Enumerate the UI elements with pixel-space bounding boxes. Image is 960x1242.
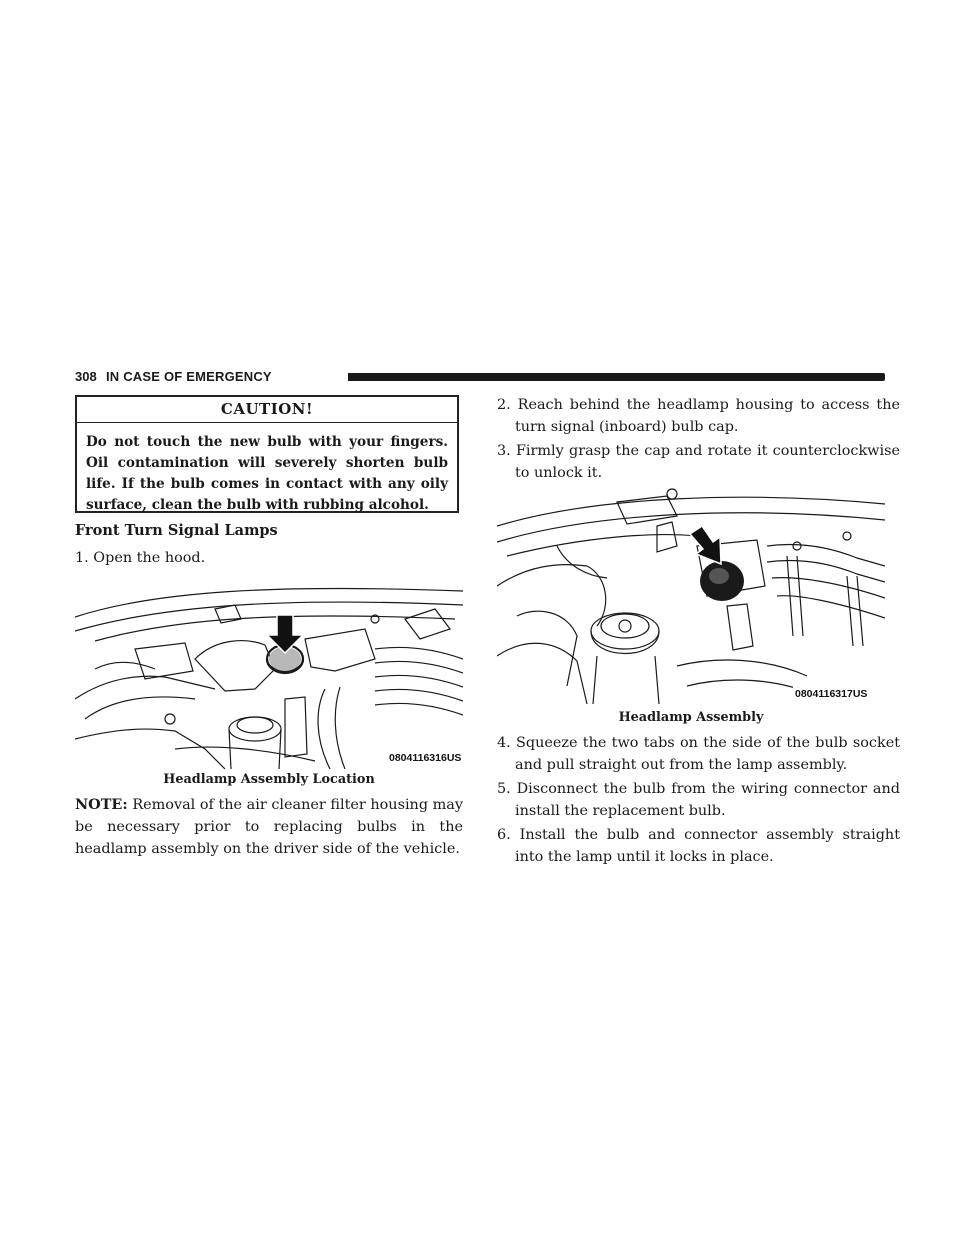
step-4: 4. Squeeze the two tabs on the side of the bulb socket and pull straight out from the lamp assembly.: [497, 735, 900, 773]
figure2-caption: Headlamp Assembly: [618, 710, 764, 725]
step-5: 5. Disconnect the bulb from the wiring connector and install the replacement bulb.: [497, 781, 900, 819]
figure2-code: 0804116317US: [795, 688, 868, 700]
figure-headlamp-assembly: [497, 486, 885, 704]
step-1: 1. Open the hood.: [75, 550, 206, 566]
step-3: 3. Firmly grasp the cap and rotate it counterclockwise to unlock it.: [497, 443, 900, 481]
caution-title: CAUTION!: [77, 397, 457, 423]
step-2: 2. Reach behind the headlamp housing to access the turn signal (inboard) bulb cap.: [497, 397, 900, 435]
engine-bay-illustration-2: [497, 486, 885, 704]
note-text: Removal of the air cleaner filter housing may be necessary prior to replacing bulbs in the headlamp assembly on the driver side of the vehicle.: [75, 797, 464, 857]
figure1-caption: Headlamp Assembly Location: [163, 772, 375, 787]
section-title: IN CASE OF EMERGENCY: [106, 369, 272, 384]
caution-text: Do not touch the new bulb with your fingers. Oil contamination will severely shorten bulb life. If the bulb comes in contact with any oily surface, clean the bulb with rubbing alcohol.: [86, 434, 448, 513]
header-rule: [348, 373, 885, 381]
engine-bay-illustration-1: [75, 579, 463, 769]
page-header: [75, 369, 885, 385]
figure1-code: 0804116316US: [389, 752, 462, 764]
figure-headlamp-location: [75, 579, 463, 769]
caution-box: [75, 395, 459, 513]
step-6: 6. Install the bulb and connector assembly straight into the lamp until it locks in place.: [497, 827, 900, 865]
section-heading: Front Turn Signal Lamps: [75, 522, 278, 539]
note-paragraph: [75, 794, 463, 860]
page-number: 308: [75, 369, 97, 384]
note-label: NOTE:: [75, 796, 128, 813]
